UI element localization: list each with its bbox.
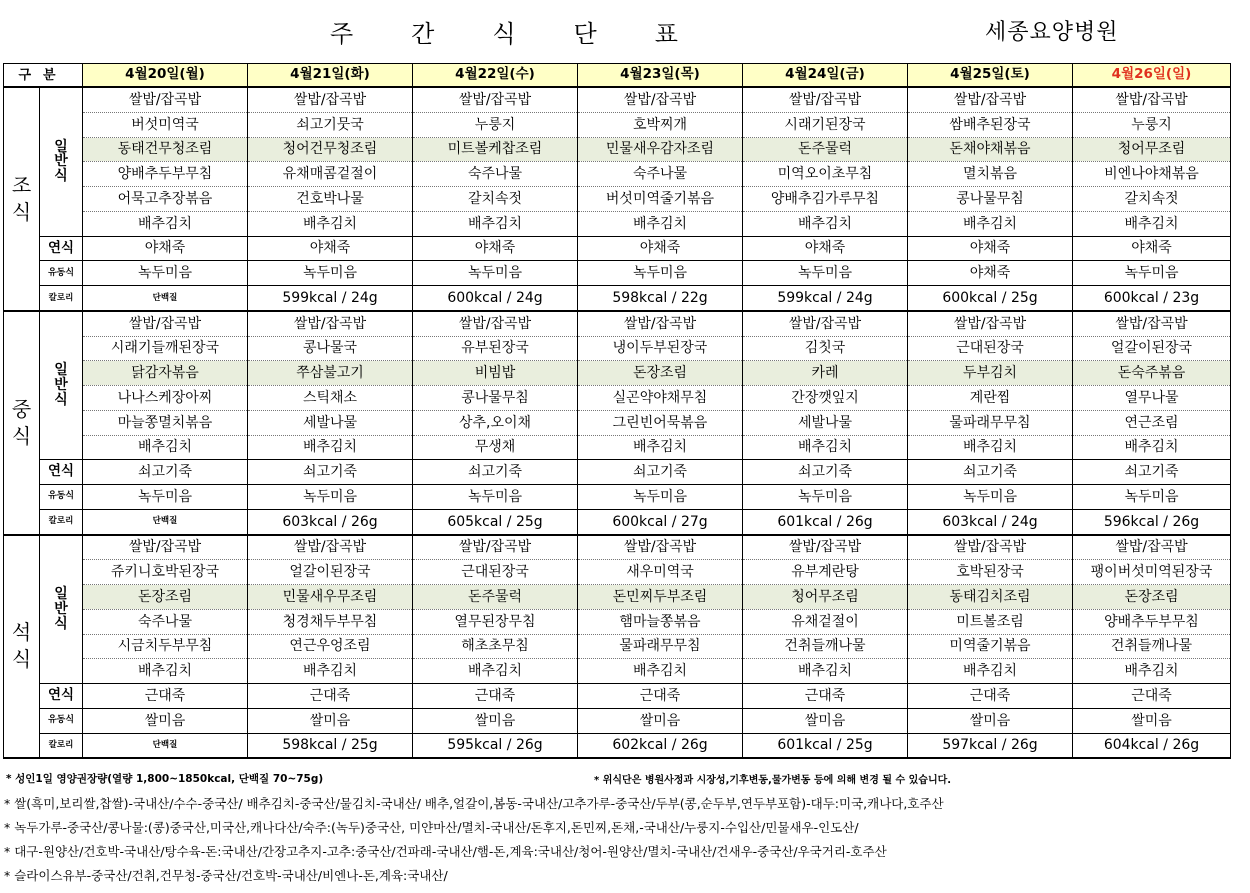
menu-row [4, 410, 1231, 435]
menu-cell: 근대죽 [908, 684, 1073, 709]
nutrition-cell: 598kcal / 22g [578, 286, 743, 311]
menu-cell: 돈민찌두부조림 [578, 585, 743, 610]
nutrition-cell: 600kcal / 23g [1073, 286, 1231, 311]
menu-cell: 미역줄기볶음 [908, 634, 1073, 659]
origin-note: * 쌀(흑미,보리쌀,찹쌀)-국내산/수수-중국산/ 배추김치-중국산/물김치-국내산/ 배추,얼갈이,봄동-국내산/고추가루-중국산/두부(콩,순두부,연두부포함)-대두:미국,캐나다,호주산 [4, 796, 944, 811]
menu-cell: 쌀밥/잡곡밥 [248, 535, 413, 560]
menu-cell: 배추김치 [248, 211, 413, 236]
liquid-diet-row [4, 485, 1231, 510]
menu-cell: 쌀미음 [413, 708, 578, 733]
menu-row [4, 311, 1231, 336]
menu-cell: 근대죽 [743, 684, 908, 709]
menu-cell: 야채죽 [743, 236, 908, 261]
menu-cell: 갈치속젓 [1073, 187, 1231, 212]
menu-cell: 야채죽 [908, 236, 1073, 261]
header-row [4, 64, 1231, 88]
menu-row [4, 585, 1231, 610]
menu-cell: 무생채 [413, 435, 578, 460]
menu-cell: 쌀미음 [908, 708, 1073, 733]
menu-cell: 배추김치 [743, 211, 908, 236]
menu-row [4, 535, 1231, 560]
menu-cell: 근대죽 [413, 684, 578, 709]
menu-cell: 쌀밥/잡곡밥 [1073, 311, 1231, 336]
menu-cell: 근대죽 [1073, 684, 1231, 709]
menu-cell: 쌀밥/잡곡밥 [743, 87, 908, 112]
menu-cell: 쌀밥/잡곡밥 [413, 535, 578, 560]
menu-cell: 녹두미음 [578, 485, 743, 510]
menu-cell: 야채죽 [908, 261, 1073, 286]
menu-cell: 돈채야채볶음 [908, 137, 1073, 162]
gubun-header: 구분 [4, 64, 83, 88]
menu-cell: 돈주물럭 [743, 137, 908, 162]
menu-cell: 버섯미역줄기볶음 [578, 187, 743, 212]
menu-cell: 미트볼조림 [908, 609, 1073, 634]
menu-cell: 쇠고기뭇국 [248, 112, 413, 137]
menu-row [4, 87, 1231, 112]
menu-cell: 쇠고기죽 [578, 460, 743, 485]
change-notice: * 위식단은 병원사정과 시장성,기후변동,물가변동 등에 의해 변경 될 수 있습니다. [594, 775, 952, 786]
menu-cell: 새우미역국 [578, 560, 743, 585]
nutrition-cell: 596kcal / 26g [1073, 509, 1231, 534]
nutrition-cell: 601kcal / 26g [743, 509, 908, 534]
menu-cell: 열무된장무침 [413, 609, 578, 634]
menu-cell: 갈치속젓 [413, 187, 578, 212]
nutrition-cell: 603kcal / 24g [908, 509, 1073, 534]
menu-cell: 유부계란탕 [743, 560, 908, 585]
menu-cell: 배추김치 [908, 435, 1073, 460]
menu-cell: 쌀밥/잡곡밥 [743, 311, 908, 336]
menu-cell: 배추김치 [248, 659, 413, 684]
page-title: 주간식단표 [330, 20, 736, 48]
nutrition-row [4, 509, 1231, 534]
menu-cell: 어묵고추장볶음 [83, 187, 248, 212]
menu-cell: 카레 [743, 361, 908, 386]
menu-cell: 돈주물럭 [413, 585, 578, 610]
calorie-label: 칼로리 [40, 509, 83, 534]
menu-cell: 콩나물무침 [413, 386, 578, 411]
menu-cell: 시금치두부무침 [83, 634, 248, 659]
day-header: 4월24일(금) [743, 64, 908, 88]
menu-cell: 세발나물 [248, 410, 413, 435]
nutrition-cell: 600kcal / 24g [413, 286, 578, 311]
soft-diet-label: 연식 [40, 684, 83, 709]
menu-cell: 콩나물국 [248, 336, 413, 361]
protein-label: 단백질 [83, 509, 248, 534]
menu-cell: 쌀밥/잡곡밥 [743, 535, 908, 560]
menu-cell: 연근조림 [1073, 410, 1231, 435]
menu-cell: 계란찜 [908, 386, 1073, 411]
menu-cell: 녹두미음 [743, 261, 908, 286]
menu-row [4, 609, 1231, 634]
menu-cell: 얼갈이된장국 [1073, 336, 1231, 361]
menu-cell: 배추김치 [83, 435, 248, 460]
menu-cell: 동태김치조림 [908, 585, 1073, 610]
menu-cell: 야채죽 [83, 236, 248, 261]
meal-label: 석 식 [4, 535, 40, 759]
menu-cell: 햄마늘쫑볶음 [578, 609, 743, 634]
liquid-diet-row [4, 708, 1231, 733]
menu-cell: 숙주나물 [83, 609, 248, 634]
menu-cell: 민물새우무조림 [248, 585, 413, 610]
menu-cell: 마늘쫑멸치볶음 [83, 410, 248, 435]
day-header: 4월23일(목) [578, 64, 743, 88]
menu-cell: 녹두미음 [578, 261, 743, 286]
menu-cell: 유부된장국 [413, 336, 578, 361]
menu-cell: 숙주나물 [413, 162, 578, 187]
menu-cell: 배추김치 [578, 211, 743, 236]
menu-cell: 청경채두부무침 [248, 609, 413, 634]
menu-cell: 미역오이초무침 [743, 162, 908, 187]
menu-cell: 녹두미음 [83, 261, 248, 286]
menu-cell: 배추김치 [1073, 659, 1231, 684]
nutrition-cell: 599kcal / 24g [248, 286, 413, 311]
menu-cell: 쌀밥/잡곡밥 [248, 311, 413, 336]
liquid-diet-label: 유동식 [40, 708, 83, 733]
menu-cell: 버섯미역국 [83, 112, 248, 137]
menu-cell: 냉이두부된장국 [578, 336, 743, 361]
menu-cell: 건취들깨나물 [1073, 634, 1231, 659]
menu-cell: 쇠고기죽 [248, 460, 413, 485]
menu-cell: 녹두미음 [248, 261, 413, 286]
menu-cell: 양배추두부무침 [83, 162, 248, 187]
menu-row [4, 386, 1231, 411]
day-header: 4월21일(화) [248, 64, 413, 88]
menu-cell: 돈장조림 [1073, 585, 1231, 610]
menu-row [4, 634, 1231, 659]
general-diet-label: 일 반 식 [40, 87, 83, 236]
menu-cell: 시래기된장국 [743, 112, 908, 137]
menu-cell: 쇠고기죽 [743, 460, 908, 485]
menu-cell: 물파래무무침 [908, 410, 1073, 435]
menu-cell: 배추김치 [83, 211, 248, 236]
menu-cell: 근대죽 [248, 684, 413, 709]
menu-cell: 배추김치 [908, 211, 1073, 236]
origin-note: * 슬라이스유부-중국산/건취,건무청-중국산/건호박-국내산/비엔나-돈,계육:국내산/ [4, 868, 448, 883]
menu-cell: 열무나물 [1073, 386, 1231, 411]
menu-cell: 누룽지 [413, 112, 578, 137]
menu-cell: 유채매콤겉절이 [248, 162, 413, 187]
menu-cell: 미트볼케찹조림 [413, 137, 578, 162]
menu-cell: 녹두미음 [1073, 485, 1231, 510]
nutrition-cell: 600kcal / 25g [908, 286, 1073, 311]
menu-cell: 쌀밥/잡곡밥 [1073, 87, 1231, 112]
menu-cell: 쌀미음 [578, 708, 743, 733]
menu-cell: 배추김치 [1073, 211, 1231, 236]
soft-diet-row [4, 460, 1231, 485]
menu-cell: 그린빈어묵볶음 [578, 410, 743, 435]
menu-cell: 상추,오이채 [413, 410, 578, 435]
menu-row [4, 187, 1231, 212]
menu-cell: 쌀밥/잡곡밥 [248, 87, 413, 112]
menu-cell: 배추김치 [413, 211, 578, 236]
menu-cell: 쌀밥/잡곡밥 [908, 87, 1073, 112]
menu-cell: 배추김치 [743, 435, 908, 460]
soft-diet-row [4, 236, 1231, 261]
menu-row [4, 361, 1231, 386]
menu-cell: 동태건무청조림 [83, 137, 248, 162]
nutrition-cell: 599kcal / 24g [743, 286, 908, 311]
menu-cell: 녹두미음 [248, 485, 413, 510]
menu-cell: 유채겉절이 [743, 609, 908, 634]
menu-cell: 나나스케장아찌 [83, 386, 248, 411]
menu-cell: 청어무조림 [743, 585, 908, 610]
nutrition-cell: 602kcal / 26g [578, 733, 743, 758]
menu-cell: 녹두미음 [1073, 261, 1231, 286]
menu-cell: 청어건무청조림 [248, 137, 413, 162]
meal-label: 중 식 [4, 311, 40, 535]
menu-cell: 쌀밥/잡곡밥 [83, 535, 248, 560]
menu-cell: 쌀밥/잡곡밥 [578, 87, 743, 112]
nutrition-cell: 603kcal / 26g [248, 509, 413, 534]
liquid-diet-row [4, 261, 1231, 286]
menu-cell: 누룽지 [1073, 112, 1231, 137]
menu-cell: 근대된장국 [908, 336, 1073, 361]
nutrition-cell: 604kcal / 26g [1073, 733, 1231, 758]
menu-cell: 배추김치 [413, 659, 578, 684]
nutrition-row [4, 733, 1231, 758]
menu-cell: 야채죽 [248, 236, 413, 261]
menu-cell: 배추김치 [1073, 435, 1231, 460]
origin-note: * 녹두가루-중국산/콩나물:(콩)중국산,미국산,캐나다산/숙주:(녹두)중국산, 미얀마산/멸치-국내산/돈후지,돈민찌,돈채,-국내산/누룽지-수입산/민물새우-인도산/ [4, 820, 859, 835]
menu-cell: 두부김치 [908, 361, 1073, 386]
menu-cell: 간장깻잎지 [743, 386, 908, 411]
menu-cell: 야채죽 [578, 236, 743, 261]
menu-cell: 쌈배추된장국 [908, 112, 1073, 137]
menu-cell: 배추김치 [908, 659, 1073, 684]
menu-cell: 김칫국 [743, 336, 908, 361]
menu-cell: 쌀밥/잡곡밥 [413, 87, 578, 112]
menu-cell: 쇠고기죽 [908, 460, 1073, 485]
menu-cell: 건호박나물 [248, 187, 413, 212]
nutrition-row [4, 286, 1231, 311]
general-diet-label: 일 반 식 [40, 311, 83, 460]
menu-cell: 민물새우감자조림 [578, 137, 743, 162]
menu-cell: 쌀밥/잡곡밥 [1073, 535, 1231, 560]
menu-cell: 호박된장국 [908, 560, 1073, 585]
menu-cell: 실곤약야채무침 [578, 386, 743, 411]
menu-cell: 연근우엉조림 [248, 634, 413, 659]
soft-diet-row [4, 684, 1231, 709]
menu-cell: 숙주나물 [578, 162, 743, 187]
protein-label: 단백질 [83, 733, 248, 758]
menu-cell: 해초초무침 [413, 634, 578, 659]
menu-cell: 돈장조림 [83, 585, 248, 610]
nutrition-cell: 597kcal / 26g [908, 733, 1073, 758]
soft-diet-label: 연식 [40, 460, 83, 485]
liquid-diet-label: 유동식 [40, 261, 83, 286]
menu-cell: 돈숙주볶음 [1073, 361, 1231, 386]
menu-cell: 배추김치 [83, 659, 248, 684]
weekly-menu-table [3, 63, 1231, 759]
general-diet-label: 일 반 식 [40, 535, 83, 684]
menu-row [4, 137, 1231, 162]
menu-cell: 쌀밥/잡곡밥 [413, 311, 578, 336]
menu-cell: 쇠고기죽 [413, 460, 578, 485]
calorie-label: 칼로리 [40, 286, 83, 311]
menu-cell: 스틱채소 [248, 386, 413, 411]
menu-row [4, 211, 1231, 236]
nutrition-cell: 598kcal / 25g [248, 733, 413, 758]
menu-cell: 세발나물 [743, 410, 908, 435]
menu-cell: 양배추김가루무침 [743, 187, 908, 212]
menu-cell: 야채죽 [1073, 236, 1231, 261]
menu-cell: 시래기들깨된장국 [83, 336, 248, 361]
hospital-name: 세종요양병원 [985, 20, 1119, 45]
menu-cell: 배추김치 [248, 435, 413, 460]
calorie-label: 칼로리 [40, 733, 83, 758]
menu-cell: 쌀밥/잡곡밥 [578, 311, 743, 336]
menu-cell: 야채죽 [413, 236, 578, 261]
nutrition-cell: 595kcal / 26g [413, 733, 578, 758]
nutrition-cell: 600kcal / 27g [578, 509, 743, 534]
nutrition-cell: 601kcal / 25g [743, 733, 908, 758]
menu-cell: 비빔밥 [413, 361, 578, 386]
menu-cell: 쇠고기죽 [1073, 460, 1231, 485]
day-header: 4월26일(일) [1073, 64, 1231, 88]
menu-cell: 근대죽 [83, 684, 248, 709]
menu-cell: 청어무조림 [1073, 137, 1231, 162]
menu-cell: 호박찌개 [578, 112, 743, 137]
menu-cell: 배추김치 [578, 435, 743, 460]
soft-diet-label: 연식 [40, 236, 83, 261]
menu-cell: 멸치볶음 [908, 162, 1073, 187]
menu-cell: 팽이버섯미역된장국 [1073, 560, 1231, 585]
menu-cell: 쌀미음 [83, 708, 248, 733]
protein-label: 단백질 [83, 286, 248, 311]
nutrition-standard-note: * 성인1일 영양권장량(열량 1,800~1850kcal, 단백질 70~75g) [6, 773, 324, 785]
menu-cell: 건취들깨나물 [743, 634, 908, 659]
menu-cell: 양배추두부무침 [1073, 609, 1231, 634]
menu-cell: 물파래무무침 [578, 634, 743, 659]
menu-cell: 녹두미음 [413, 485, 578, 510]
menu-cell: 녹두미음 [413, 261, 578, 286]
menu-cell: 쇠고기죽 [83, 460, 248, 485]
menu-cell: 녹두미음 [83, 485, 248, 510]
menu-cell: 녹두미음 [743, 485, 908, 510]
menu-cell: 배추김치 [578, 659, 743, 684]
menu-cell: 쌀밥/잡곡밥 [83, 87, 248, 112]
menu-cell: 콩나물무침 [908, 187, 1073, 212]
day-header: 4월20일(월) [83, 64, 248, 88]
menu-cell: 쌀밥/잡곡밥 [83, 311, 248, 336]
day-header: 4월25일(토) [908, 64, 1073, 88]
menu-cell: 녹두미음 [908, 485, 1073, 510]
meal-label: 조 식 [4, 87, 40, 311]
menu-cell: 배추김치 [743, 659, 908, 684]
liquid-diet-label: 유동식 [40, 485, 83, 510]
menu-row [4, 435, 1231, 460]
menu-cell: 근대죽 [578, 684, 743, 709]
menu-cell: 쌀미음 [743, 708, 908, 733]
menu-cell: 근대된장국 [413, 560, 578, 585]
menu-row [4, 560, 1231, 585]
menu-cell: 쌀미음 [1073, 708, 1231, 733]
menu-cell: 돈장조림 [578, 361, 743, 386]
day-header: 4월22일(수) [413, 64, 578, 88]
menu-cell: 비엔나야채볶음 [1073, 162, 1231, 187]
origin-note: * 대구-원양산/건호박-국내산/탕수육-돈:국내산/간장고추지-고추:중국산/건파래-국내산/햄-돈,계육:국내산/청어-원양산/멸치-국내산/건새우-중국산/우국거리-호주산 [4, 844, 887, 859]
menu-cell: 닭감자볶음 [83, 361, 248, 386]
menu-row [4, 659, 1231, 684]
menu-cell: 얼갈이된장국 [248, 560, 413, 585]
nutrition-cell: 605kcal / 25g [413, 509, 578, 534]
menu-row [4, 162, 1231, 187]
menu-row [4, 112, 1231, 137]
menu-cell: 쥬키니호박된장국 [83, 560, 248, 585]
menu-cell: 쌀밥/잡곡밥 [578, 535, 743, 560]
menu-cell: 쌀밥/잡곡밥 [908, 311, 1073, 336]
menu-row [4, 336, 1231, 361]
menu-cell: 쌀밥/잡곡밥 [908, 535, 1073, 560]
menu-cell: 쌀미음 [248, 708, 413, 733]
menu-cell: 쭈삼불고기 [248, 361, 413, 386]
